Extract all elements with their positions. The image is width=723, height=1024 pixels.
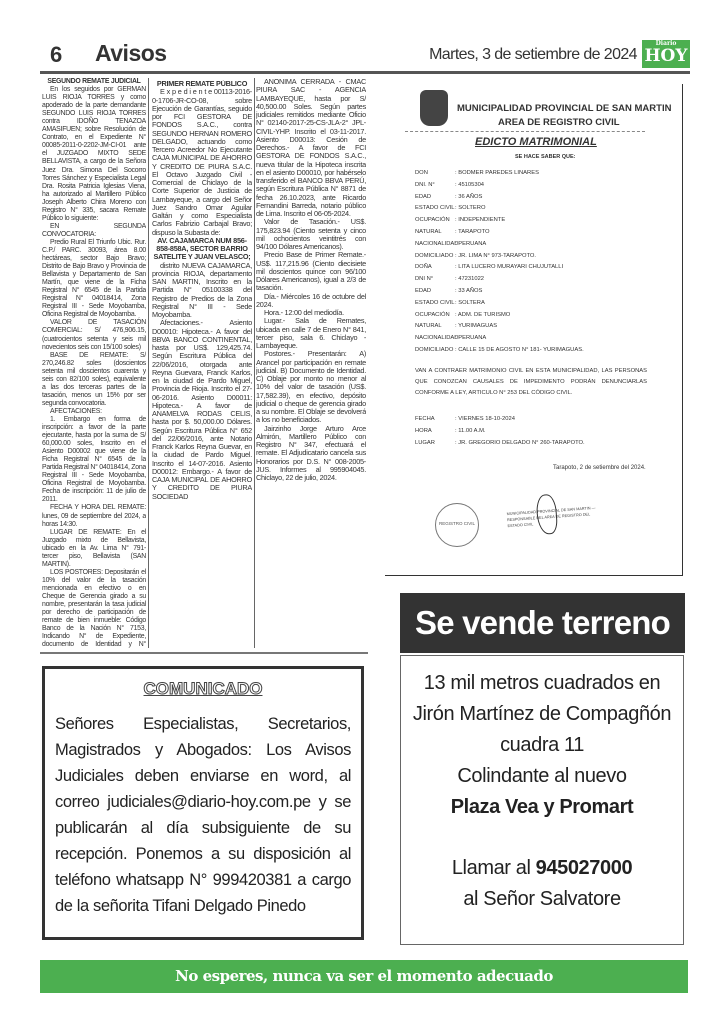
field-value: : 33 AÑOS [455, 288, 483, 294]
comunicado-body: Señores Especialistas, Secretarios, Magistrados y Abogados: Los Avisos Judiciales deben enviarse en word, al correo judiciales@diario-hoy.com.pe y se publicarán al día subsiguiente de su recepción. Ponemos a su disposición al teléfono whatsapp N° 999420381 a cargo de la señorita Tifani Delgado Pinedo [55, 715, 351, 915]
edicto-field [415, 440, 585, 447]
footer-slogan: No esperes, nunca va ser el momento adecuado [40, 960, 688, 993]
edicto-field [415, 312, 510, 319]
edicto-field [415, 264, 563, 271]
field-value: : INDEPENDIENTE [455, 217, 506, 224]
field-value: : YURIMAGUAS [455, 323, 498, 330]
edicto-field [415, 229, 489, 236]
sale-landmark: Plaza Vea y Promart [450, 796, 634, 818]
notice-paragraph: Hora.- 12:00 del mediodía. [264, 308, 344, 317]
sale-banner: Se vende terreno [400, 593, 685, 653]
issue-date: Martes, 3 de setiembre de 2024 [429, 46, 637, 63]
sale-line: Jirón Martínez de Compagñón [412, 703, 672, 725]
edicto-field [415, 182, 484, 189]
seal-text: REGISTRO CIVIL [438, 521, 475, 526]
notice-paragraph: LOS POSTORES: Depositarán el 10% del valor de la tasación mencionada en efectivo o en Cheque de Gerencia girado a su nombre, presentarán la tasa judicial por derecho de participación de remate de bien inmueble: Código Banco de la Nación N° 7153, Indicando N° de Expediente, documento de Identidad y N° [42, 568, 146, 648]
field-label: DOMICILIADO [415, 347, 454, 353]
municipal-crest-icon [420, 90, 448, 126]
field-label: ESTADO CIVIL [415, 205, 455, 212]
sale-ad [400, 655, 684, 945]
edicto-field [415, 428, 486, 435]
edicto-field [415, 300, 485, 307]
comunicado-title: COMUNICADO [143, 679, 263, 698]
notice-paragraph: AV. CAJAMARCA NUM 856-858-858A, SECTOR BARRIO SATELITE Y JUAN VELASCO; [153, 235, 251, 262]
page-number: 6 [50, 42, 63, 67]
field-label: NACIONALIDAD [415, 240, 459, 247]
notice-paragraph: BASE DE REMATE: S/ 270,246.82 soles (doscientos setenta mil doscientos cuarenta y seis con 82/100 soles), equivalente a las dos terceras partes de la tasación, menos un 15% por ser segunda convocatoria. [42, 351, 146, 407]
sale-call [401, 853, 683, 884]
notice-paragraph: Precio Base de Primer Remate.- US$. 117,215.96 (Ciento diecisiete mil doscientos quince con 96/100 Dólares Americanos), igual a 2/3 de tasación. [256, 250, 366, 293]
field-label: DOÑA [415, 264, 432, 271]
notice-segundo-remate [42, 78, 146, 648]
edicto-field [415, 335, 486, 342]
field-label: DNI. N° [415, 181, 435, 188]
edicto-field [415, 170, 539, 177]
field-label: DON [415, 170, 428, 176]
sale-phone: 945027000 [535, 857, 633, 879]
call-prefix: Llamar al [451, 857, 536, 879]
notice-paragraph: LUGAR DE REMATE: En el Juzgado mixto de Bellavista, ubicado en la Av. Lima N° 791- tercer piso, Bellavista (SAN MARTIN). [42, 528, 146, 568]
field-value: : LITA LUCERO MURAYARI CHUJUTALLI [455, 264, 564, 271]
field-value: : SOLTERA [455, 299, 485, 306]
registro-civil-seal [435, 503, 479, 547]
field-label: OCUPACIÓN [415, 217, 450, 224]
notice-paragraph: PRIMER REMATE PÚBLICO [156, 80, 248, 88]
edicto-notice: VAN A CONTRAER MATRIMONIO CIVIL EN ESTA MUNICIPALIDAD, LAS PERSONAS QUE CONOZCAN CAUSALES DE IMPEDIMENTO PODRÁN DENUNCIARLAS CONFORME A LEY, ARTICULO N° 253 DEL CÓDIGO CIVIL. [415, 368, 647, 396]
edicto-org: MUNICIPALIDAD PROVINCIAL DE SAN MARTIN [457, 103, 672, 114]
edicto-title: EDICTO MATRIMONIAL [475, 136, 597, 148]
edicto-field [415, 323, 497, 330]
column-divider [148, 78, 149, 648]
field-value: : VIERNES 18-10-2024 [455, 416, 515, 422]
field-value: : ADM. DE TURISMO [455, 311, 511, 318]
field-value: : CALLE 15 DE AGOSTO N° 181- YURIMAGUAS. [455, 347, 584, 353]
notice-paragraph: Jairzinho Jorge Arturo Arce Almirón, Martillero Público con Registro N° 347, efectuará el remate. El Adjudicatario cancela sus Honorarios por D.S. N° 008-2005-JUS. Informes al 995904045. Chiclayo, 22 de julio, 2024. [256, 423, 366, 482]
field-value: : JR. LIMA N° 973-TARAPOTO. [455, 252, 537, 259]
header-rule [40, 71, 690, 74]
field-label: NATURAL [415, 323, 442, 330]
edicto-matrimonial [385, 84, 683, 576]
field-value: : BODMER PAREDES LINARES [455, 170, 539, 176]
notice-paragraph: VALOR DE TASACIÓN COMERCIAL: S/ 476,906.15, (cuatrocientos setenta y seis mil novecientos seis con 15/100 soles) [42, 319, 146, 351]
signature-stamp [506, 505, 597, 529]
field-label: NACIONALIDAD [415, 335, 459, 342]
diario-hoy-logo [642, 40, 690, 68]
notice-paragraph: AFECTACIONES: [50, 407, 102, 415]
field-value: : PERUANA [455, 240, 487, 247]
field-label: HORA [415, 428, 432, 434]
edicto-area: AREA DE REGISTRO CIVIL [498, 117, 620, 128]
notice-paragraph: E x p e d i e n t e 00113-2016-0-1706-JR-CO-08, sobre Ejecución de Garantías, seguido por FCI GESTORA DE FONDOS S.A.C., contra SEGUNDO HERNAN ROMERO DELGADO, actuando como Tercero Acreedor No Ejecutante CAJA MUNICIPAL DE AHORRO Y CREDITO DE PIURA S.A.C. El Octavo Juzgado Civil - Comercial de Chiclayo de la Corte Superior de Justicia de Lambayeque, a cargo del Señor Juez Sandro Omar Aguilar Galtán y como Especialista Carlos Fabrizio Carbajal Bravo; dispuso la Subasta de: [152, 87, 252, 237]
notice-paragraph: 1. Embargo en forma de inscripción: a favor de la parte ejecutante, hasta por la suma de S/ 60,000.00 soles, Inscrito en el Asiento D00002 que viene de la Ficha Registral N° 6545 de la Partida Registral N° 04018414, Zona Registral III - Sede Moyobamba, Oficina Registral de Moyobamba. Fecha de inscripción: 11 de julio de 2011. [42, 415, 146, 504]
sale-line: Colindante al nuevo [457, 765, 627, 787]
field-value: : TARAPOTO [455, 229, 490, 235]
notice-primer-remate [152, 80, 252, 650]
notice-paragraph: Día.- Miércoles 16 de octubre del 2024. [256, 291, 366, 309]
field-label: ESTADO CIVIL [415, 299, 455, 306]
field-label: OCUPACIÓN [415, 311, 450, 318]
column-divider [254, 78, 255, 648]
edicto-field [415, 288, 482, 295]
notice-paragraph: Postores.- Presentarán: A) Arancel por participación en remate judicial. B) Documento de Identidad. C) Oblaje por monto no menor al 10% del valor de tasación (US$. 17,582.39), en efectivo, depósito judicial o cheque de gerencia girado a su nombre. El Oblaje se devolverá a los no beneficiados. [256, 349, 366, 425]
edicto-subtitle: SE HACE SABER QUE: [515, 154, 576, 160]
field-value: : PERUANA [455, 335, 487, 342]
edicto-field [415, 253, 536, 260]
edicto-field [415, 217, 505, 224]
columns-bottom-rule [40, 652, 368, 654]
field-value: : 11.00 A.M. [455, 428, 486, 434]
edicto-field [415, 205, 486, 212]
notice-paragraph: Valor de Tasación.- US$. 175,823.94 (Ciento setenta y cinco mil ochocientos veintitrés con 94/100 Dólares Americanos). [256, 217, 366, 251]
edicto-field [415, 194, 482, 201]
field-label: LUGAR [415, 440, 435, 446]
edicto-field [415, 347, 584, 354]
sale-line: 13 mil metros cuadrados en [423, 672, 661, 694]
sale-line: cuadra 11 [500, 734, 584, 756]
field-value: : SOLTERO [455, 205, 486, 212]
field-value: : 45105304 [455, 181, 485, 188]
notice-paragraph: SEGUNDO REMATE JUDICIAL [47, 78, 141, 85]
field-label: DNI N° [415, 276, 434, 283]
notice-paragraph: En los seguidos por GERMAN LUIS RIOJA TORRES y como apoderado de la parte demandante SEGUNDO LUIS RIOJA TORRES contra IDOÑO TENAZOA AMASIFUEN; sobre Resolución de Contrato, en el Expediente N° 00085-2011-0-2202-JM-CI-01 ante el JUZGADO MIXTO SEDE BELLAVISTA, a cargo de la Señora Juez Dra. Simona Del Socorro Torres Sánchez y Especialista Legal Dra. Rosita Patricia Iglesias Viena, ha autorizado al Martillero Público Joseph Alberto Chira Moreno con Registro N° 335, sacara Remate Público lo siguiente: [42, 86, 146, 222]
logo-big-text: HOY [644, 46, 688, 66]
notice-paragraph: Lugar.- Sala de Remates, ubicada en calle 7 de Enero N° 841, tercer piso, sala 6. Chiclayo - Lambayeque. [256, 316, 366, 350]
signature-text: MUNICIPALIDAD PROVINCIAL DE SAN MARTIN — RESPONSABLE DEL AREA DE REGISTRO DEL ESTADO CIVIL [506, 505, 596, 529]
edicto-field [415, 241, 486, 248]
notice-paragraph: EN SEGUNDA CONVOCATORIA: [42, 222, 146, 238]
notice-paragraph: Afectaciones.- Asiento D00010: Hipoteca.- A favor del BBVA BANCO CONTINENTAL, hasta por US$. 129,425.74. Según Escritura Pública del 22/06/2016, otorgada ante Reyna Guevara, Franck Karlos, en la ciudad de Pardo Miguel, Provincia de Rioja. Inscrito el 27-06-2016. Asiento D00011: Hipoteca.- A favor de ANAMELVA RODAS CELIS, hasta por $. 50,000.00 Dólares. Según Escritura Pública N° 652 del 22/06/2016, ante Notario Franck Karlos Reyna Guevar, en la ciudad de Pardo Miguel. Inscrito el 14-07-2016. Asiento D00012: Embargo.- A favor de CAJA MUNICIPAL DE AHORRO Y CREDITO DE PIURA SOCIEDAD [152, 318, 252, 501]
edicto-place-date: Tarapoto, 2 de setiembre del 2024. [553, 465, 646, 471]
edicto-field [415, 416, 515, 423]
notice-paragraph: distrito NUEVA CAJAMARCA, provincia RIOJA, departamento SAN MARTIN, Inscrito en la Partida N° 05100338 del Registro de Predios de la Zona Registral N° III - Sede Moyobamba. [152, 260, 252, 319]
divider [405, 131, 645, 132]
field-label: EDAD [415, 193, 432, 200]
sale-contact: al Señor Salvatore [463, 888, 621, 910]
field-label: FECHA [415, 416, 435, 422]
notice-primer-remate-cont [256, 78, 366, 648]
notice-paragraph: Predio Rural El Triunfo Ubic. Rur. C.P./ PARC. 30093, área 8.00 hectáreas, sector Bajo Bravo; Distrito de Bajo Bravo y Provincia de Bellavista y Departamento de San Martín, que viene de la Ficha Registral N° 6545 de la Partida Registral N° 04018414, Zona Registral III - Sede Moyobamba, Oficina Registral de Moyobamba. [42, 238, 146, 319]
section-title: Avisos [95, 40, 167, 66]
logo-small-text: Diario [655, 40, 677, 47]
notice-paragraph: ANONIMA CERRADA - CMAC PIURA SAC - AGENCIA LAMBAYEQUE, hasta por S/ 40,500.00 Soles. Según partes judiciales remitidos mediante Oficio N° 02140-2017-25-CS-JLA-2° JPL-CIVIL-YHP. Inscrito el 03-11-2017. Asiento D00013: Cesión de Derechos.- A favor de FCI GESTORA DE FONDOS S.A.C., nueva titular de la Hipoteca inscrita en el asiento D00010, por habérselo transferido el BANCO BBVA PERÚ, según Escritura Pública N° 8871 de fecha 26.10.2023, ante Ricardo Fernandini Barreda, notario público de Lima. Inscrito el 06-05-2024. [256, 78, 366, 218]
field-value: : 36 AÑOS [455, 193, 483, 200]
field-label: NATURAL [415, 229, 442, 235]
notice-paragraph: FECHA Y HORA DEL REMATE: lunes, 09 de septiembre del 2024, a horas 14:30. [42, 504, 146, 528]
field-value: : JR. GREGORIO DELGADO N° 260-TARAPOTO. [455, 440, 585, 446]
comunicado-box [42, 666, 364, 940]
field-value: : 47231022 [455, 276, 485, 283]
field-label: EDAD [415, 288, 432, 294]
edicto-field [415, 276, 484, 283]
signature-scribble [535, 494, 558, 535]
field-label: DOMICILIADO [415, 252, 454, 259]
